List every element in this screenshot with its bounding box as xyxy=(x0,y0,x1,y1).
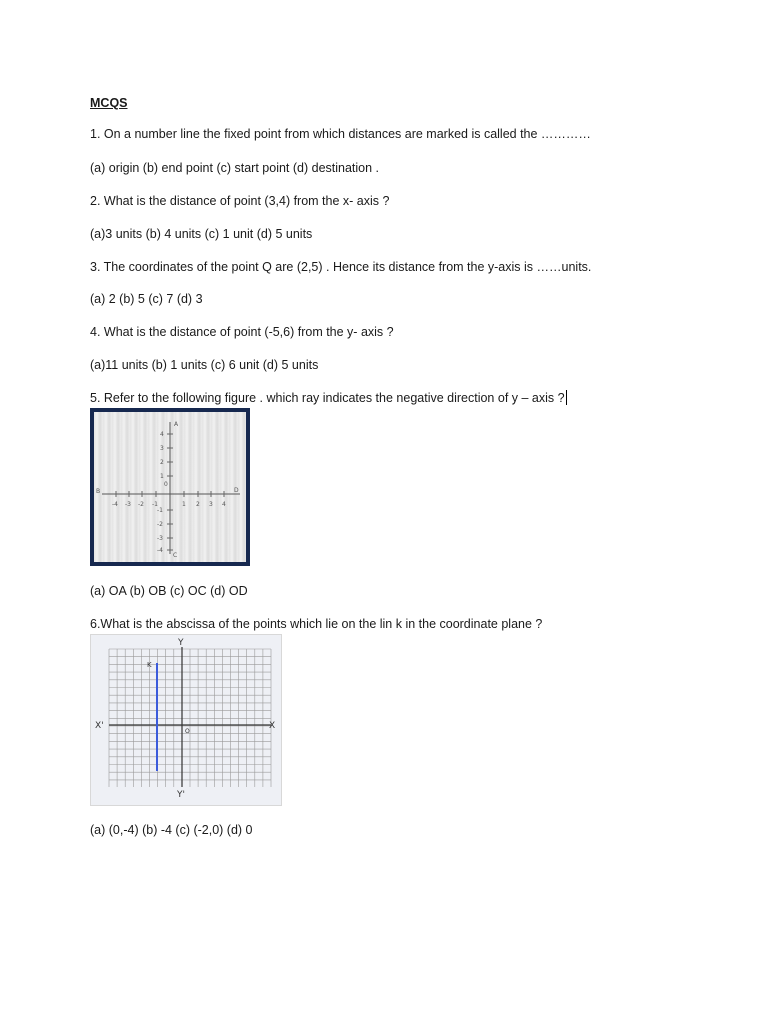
question-6: 6.What is the abscissa of the points which lie on the lin k in the coordinate plane ? xyxy=(90,617,543,631)
x-tick-label: 1 xyxy=(182,501,186,508)
x-tick-label: -1 xyxy=(152,501,158,508)
label-y: Y xyxy=(178,638,184,648)
text-cursor xyxy=(566,390,567,405)
label-origin: O xyxy=(185,728,190,735)
x-tick-label: -4 xyxy=(112,501,118,508)
label-d: D xyxy=(234,487,239,494)
question-2: 2. What is the distance of point (3,4) from the x- axis ? xyxy=(90,194,390,208)
y-tick-label: -2 xyxy=(157,521,163,528)
question-1-options: (a) origin (b) end point (c) start point (d) destination . xyxy=(90,161,380,175)
heading: MCQS xyxy=(90,96,128,110)
x-tick-label: 3 xyxy=(209,501,213,508)
question-3: 3. The coordinates of the point Q are (2,5) . Hence its distance from the y-axis is ……units. xyxy=(90,260,592,274)
y-tick-label: 4 xyxy=(160,431,164,438)
label-k: K xyxy=(147,661,152,669)
question-1: 1. On a number line the fixed point from which distances are marked is called the ………… xyxy=(90,127,591,141)
figure-axes-photo xyxy=(90,408,250,566)
x-tick-label: -3 xyxy=(125,501,131,508)
question-5-text: 5. Refer to the following figure . which ray indicates the negative direction of y – axis ? xyxy=(90,391,565,405)
grid-lines xyxy=(109,649,271,787)
label-x-neg: X' xyxy=(95,721,104,731)
figure-axes-paper xyxy=(94,412,246,562)
question-4: 4. What is the distance of point (-5,6) from the y- axis ? xyxy=(90,325,394,339)
label-origin: 0 xyxy=(164,481,168,488)
figure-grid-photo xyxy=(90,634,282,806)
question-2-options: (a)3 units (b) 4 units (c) 1 unit (d) 5 units xyxy=(90,227,313,241)
grid-diagram xyxy=(91,635,281,805)
label-y-neg: Y' xyxy=(177,790,185,800)
label-x: X xyxy=(269,721,276,731)
y-tick-label: 3 xyxy=(160,445,164,452)
label-a: A xyxy=(174,421,179,428)
y-tick-label: -4 xyxy=(157,547,163,554)
y-tick-label: -1 xyxy=(157,507,163,514)
x-tick-label: -2 xyxy=(138,501,144,508)
question-5-options: (a) OA (b) OB (c) OC (d) OD xyxy=(90,584,248,598)
label-c: C xyxy=(173,552,178,559)
y-tick-label: -3 xyxy=(157,535,163,542)
question-3-options: (a) 2 (b) 5 (c) 7 (d) 3 xyxy=(90,292,203,306)
label-b: B xyxy=(96,488,101,495)
y-tick-label: 2 xyxy=(160,459,164,466)
y-tick-label: 1 xyxy=(160,473,164,480)
x-tick-label: 2 xyxy=(196,501,200,508)
question-6-options: (a) (0,-4) (b) -4 (c) (-2,0) (d) 0 xyxy=(90,823,253,837)
x-tick-label: 4 xyxy=(222,501,226,508)
question-5 xyxy=(90,390,567,406)
axes-diagram xyxy=(94,412,246,562)
question-4-options: (a)11 units (b) 1 units (c) 6 unit (d) 5 units xyxy=(90,358,319,372)
